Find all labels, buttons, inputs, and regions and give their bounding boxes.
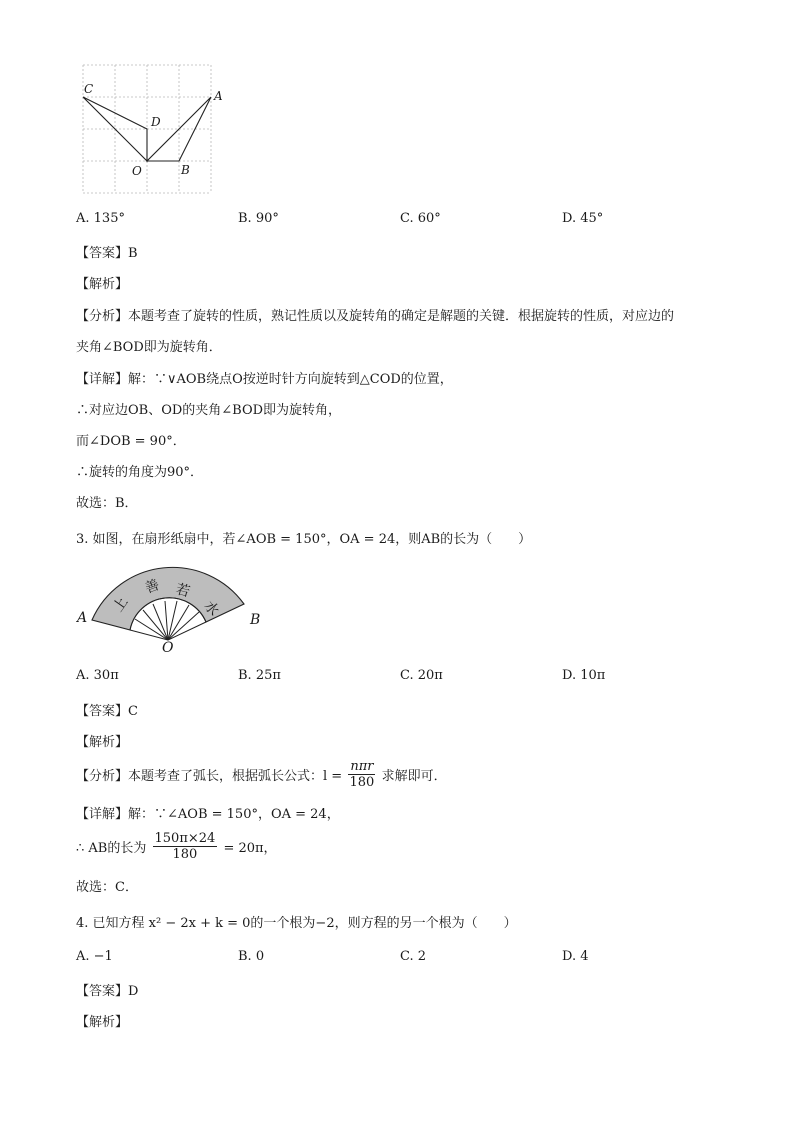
q2-option-b: B. 90° <box>238 211 279 226</box>
q3-analysis-pre: 【分析】本题考查了弧长，根据弧长公式：l = <box>76 769 343 784</box>
q2-option-a: A. 135° <box>76 211 125 226</box>
q2-analysis-1: 【分析】本题考查了旋转的性质，熟记性质以及旋转角的确定是解题的关键．根据旋转的性质，对应边的 <box>76 309 675 324</box>
fan-label-b: B <box>250 612 261 628</box>
q3-detail-1: 【详解】解：∵∠AOB = 150°，OA = 24， <box>76 807 340 822</box>
q3-stem: 3. 如图，在扇形纸扇中，若∠AOB = 150°，OA = 24，则AB的长为（ ） <box>76 532 532 547</box>
q3-option-b: B. 25π <box>238 668 281 683</box>
q2-option-c: C. 60° <box>400 211 441 226</box>
q3-detail-2-post: = 20π， <box>223 841 277 856</box>
q3-analysis-post: 求解即可． <box>381 769 447 784</box>
q4-stem: 4. 已知方程 x² − 2x + k = 0的一个根为−2，则方程的另一个根为（ ） <box>76 916 517 931</box>
q2-option-d: D. 45° <box>562 211 604 226</box>
q3-option-d: D. 10π <box>562 668 606 683</box>
q2-detail-1: 【详解】解：∵∨AOB绕点O按逆时针方向旋转到△COD的位置， <box>76 372 453 387</box>
fan-label-o: O <box>162 640 174 656</box>
fan-char-1: 上 <box>110 594 132 615</box>
q3-detail-num: 150π×24 <box>154 831 216 846</box>
fan-char-2: 善 <box>143 577 162 597</box>
q3-answer: 【答案】C <box>76 704 138 719</box>
label-d: D <box>151 115 161 129</box>
label-c: C <box>84 82 94 96</box>
q3-option-a: A. 30π <box>76 668 119 683</box>
q4-option-b: B. 0 <box>238 949 265 964</box>
q3-choose: 故选：C． <box>76 880 138 895</box>
q3-formula <box>348 759 375 790</box>
q2-detail-2: ∴对应边OB、OD的夹角∠BOD即为旋转角， <box>76 403 342 418</box>
q2-detail-3: 而∠DOB = 90°． <box>76 434 186 449</box>
q4-option-c: C. 2 <box>400 949 427 964</box>
q2-analysis-2: 夹角∠BOD即为旋转角． <box>76 340 222 355</box>
q2-detail-4: ∴旋转的角度为90°． <box>76 465 204 480</box>
label-o: O <box>132 164 142 178</box>
q4-answer: 【答案】D <box>76 984 139 999</box>
fan-label-a: A <box>77 610 88 626</box>
fan-char-4: 水 <box>200 598 222 620</box>
q2-choose: 故选：B． <box>76 496 138 511</box>
q3-formula-den: 180 <box>349 775 375 790</box>
q2-jiexi: 【解析】 <box>76 277 129 292</box>
q3-detail-den: 180 <box>172 847 198 862</box>
q4-option-a: A. −1 <box>76 949 113 964</box>
q3-detail-2-pre: ∴ AB的长为 <box>76 841 147 856</box>
q4-jiexi: 【解析】 <box>76 1015 129 1030</box>
q3-jiexi: 【解析】 <box>76 735 129 750</box>
q3-detail-fraction <box>153 831 218 862</box>
fan-char-3: 若 <box>173 581 192 601</box>
q3-detail-2 <box>76 831 277 862</box>
q3-formula-num: nπr <box>350 759 374 774</box>
q2-answer: 【答案】B <box>76 246 138 261</box>
label-b: B <box>181 163 190 177</box>
label-a: A <box>214 89 223 103</box>
rotation-grid-figure <box>80 62 220 202</box>
q3-analysis <box>76 759 447 790</box>
q3-option-c: C. 20π <box>400 668 443 683</box>
q4-option-d: D. 4 <box>562 949 589 964</box>
